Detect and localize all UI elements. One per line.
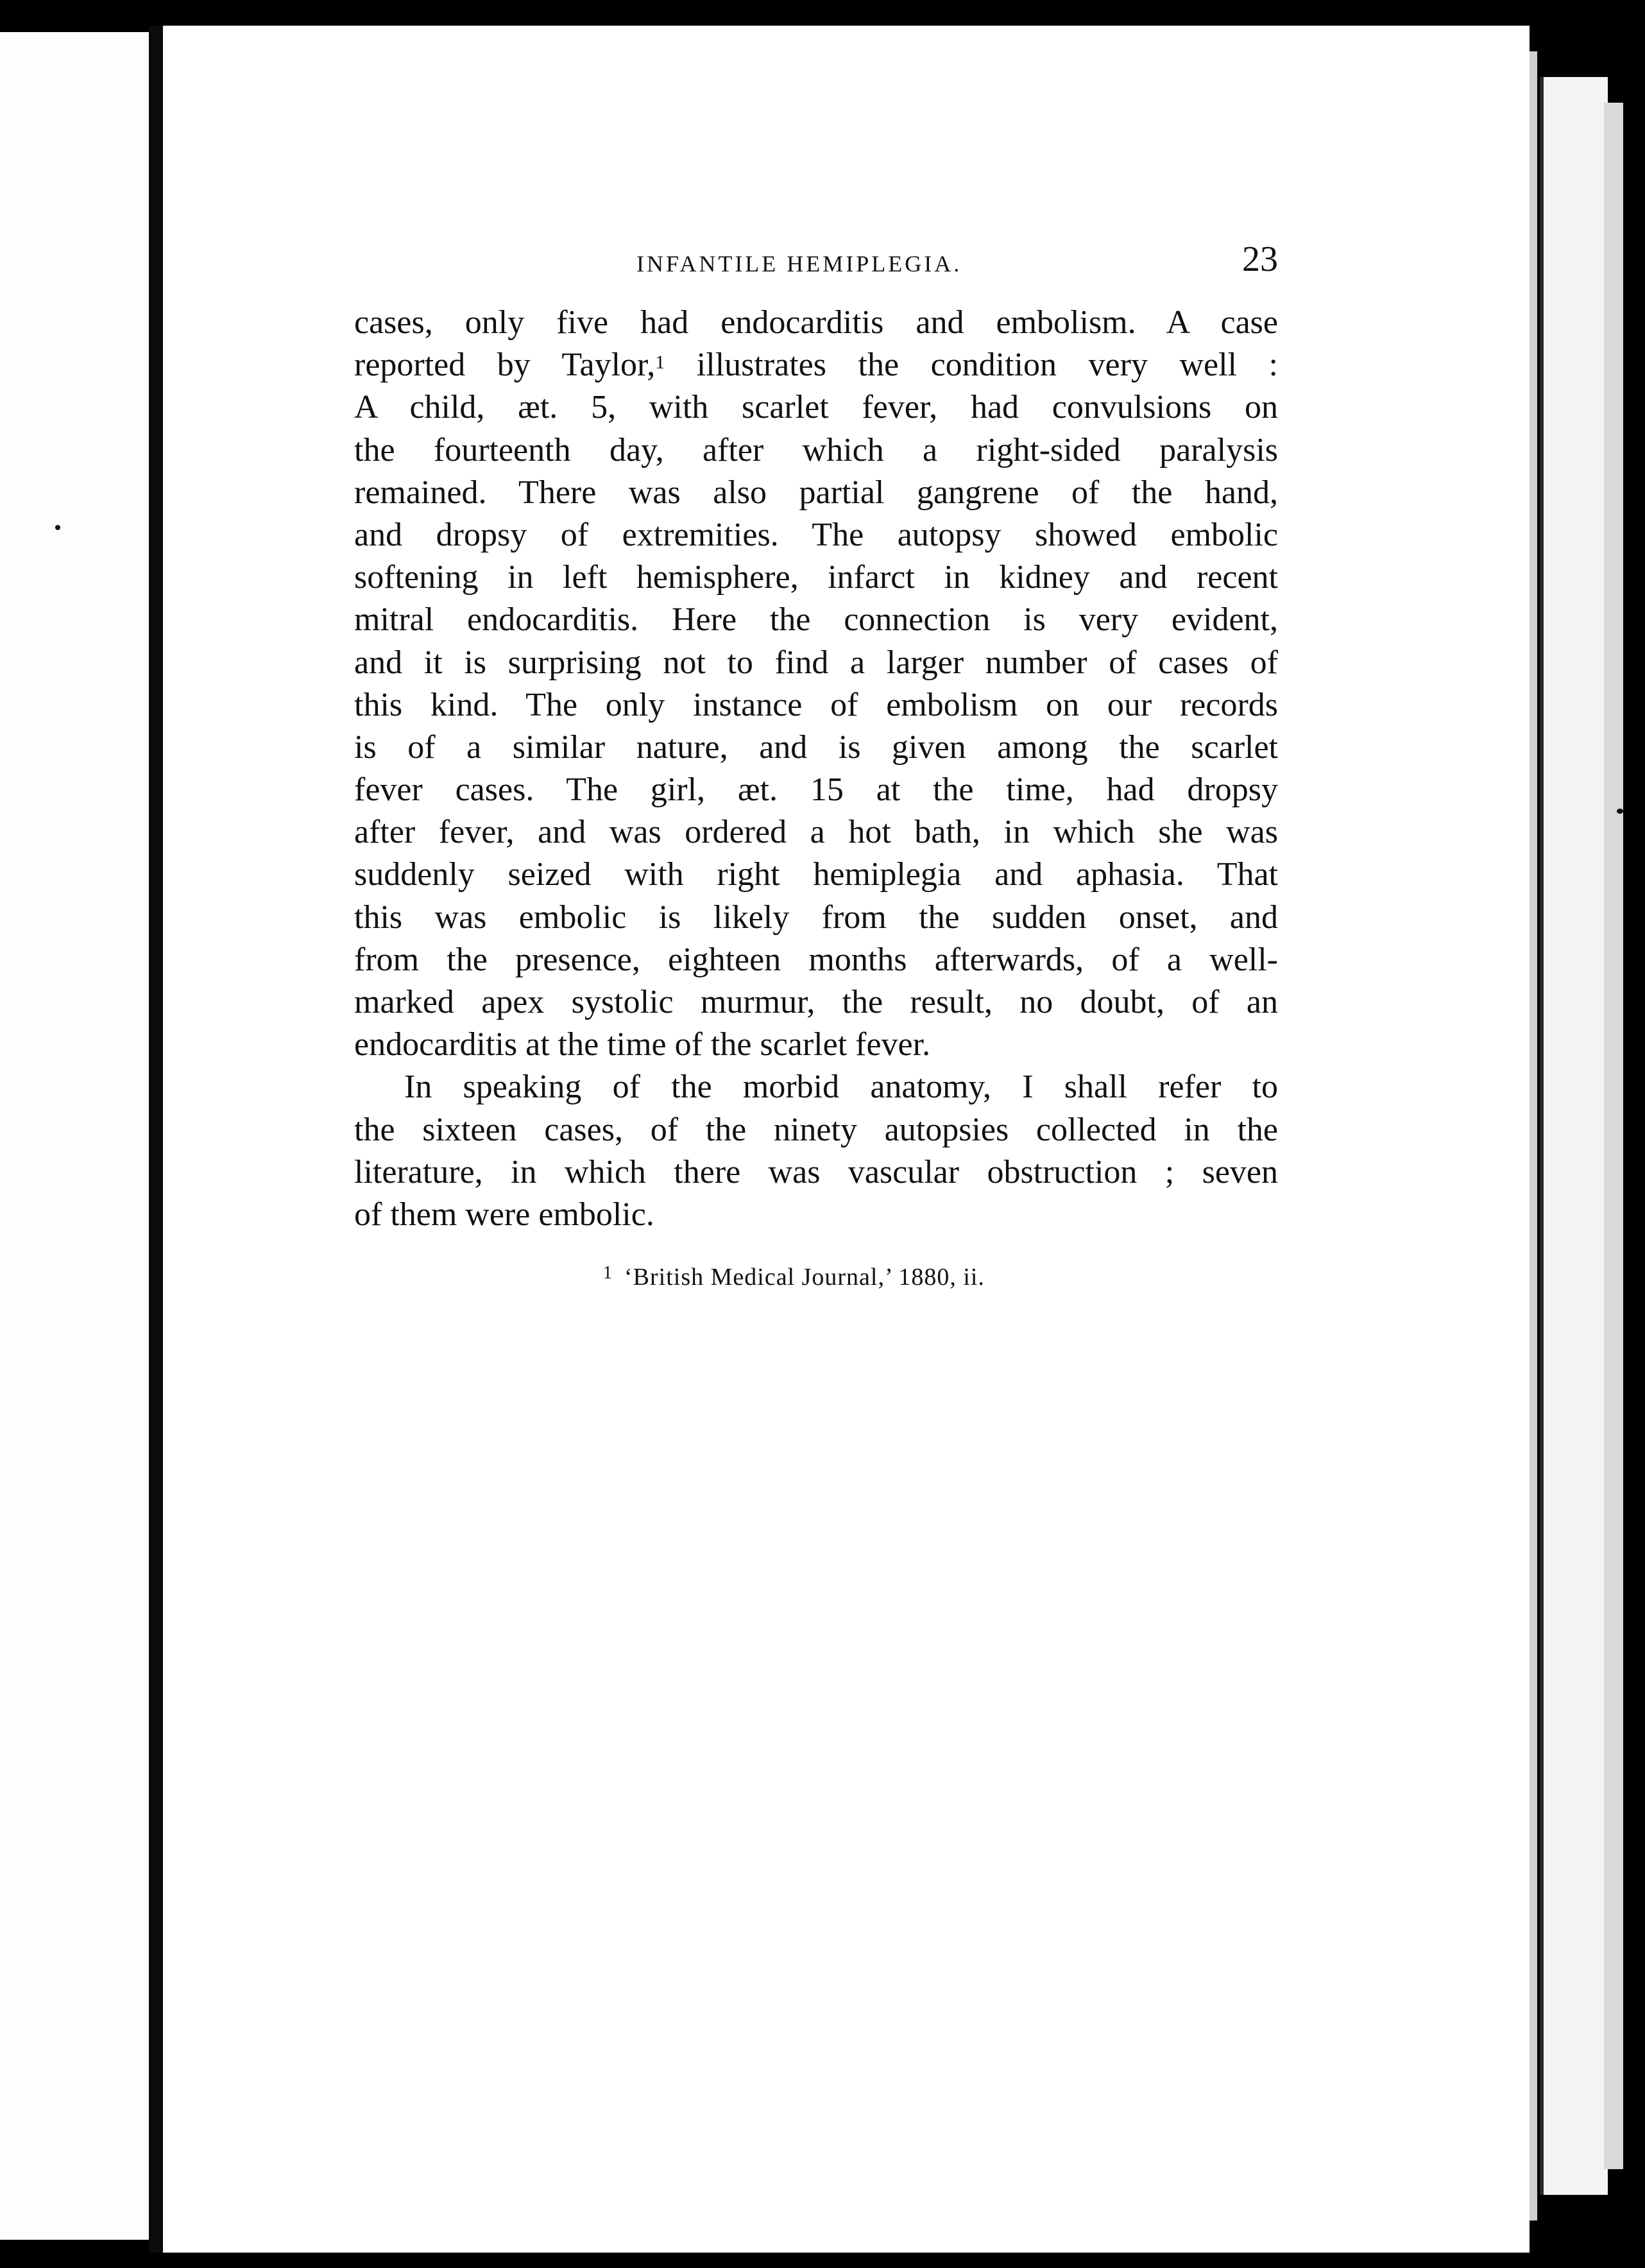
facing-page-edge: [0, 32, 149, 2240]
text-line: suddenly seized with right hemiplegia and aphasia. That: [354, 856, 1278, 893]
footnote-reference: 1: [655, 352, 665, 374]
text-line: and dropsy of extremities. The autopsy showed embolic: [354, 516, 1278, 553]
text-line: endocarditis at the time of the scarlet fever.: [354, 1026, 931, 1063]
text-line: from the presence, eighteen months afterwards, of a well-: [354, 941, 1278, 978]
text-line: [354, 344, 1278, 386]
page-number: 23: [1242, 239, 1278, 279]
footnote-mark: 1: [603, 1263, 613, 1283]
text-line: remained. There was also partial gangrene of the hand,: [354, 474, 1278, 511]
text-line: A child, æt. 5, with scarlet fever, had convulsions on: [354, 389, 1278, 426]
footnote: [603, 1263, 985, 1291]
text-line: this was embolic is likely from the sudden onset, and: [354, 898, 1278, 936]
text-line: literature, in which there was vascular obstruction ; seven: [354, 1153, 1278, 1190]
text-line: the sixteen cases, of the ninety autopsies collected in the: [354, 1111, 1278, 1148]
scan-speck: [1617, 809, 1623, 814]
page-edge-shadow: [1530, 51, 1537, 2221]
footnote-text: ‘British Medical Journal,’ 1880, ii.: [624, 1264, 985, 1291]
text-line: after fever, and was ordered a hot bath, in which she was: [354, 814, 1278, 851]
body-text: [354, 302, 1278, 1236]
text-line-part: reported by Taylor,: [354, 347, 656, 384]
text-line: the fourteenth day, after which a right-sided paralysis: [354, 431, 1278, 468]
text-line: fever cases. The girl, æt. 15 at the time, had dropsy: [354, 771, 1278, 809]
page-stack-edge-outer: [1604, 103, 1623, 2169]
text-line: softening in left hemisphere, infarct in kidney and recent: [354, 559, 1278, 596]
text-line: marked apex systolic murmur, the result, no doubt, of an: [354, 984, 1278, 1020]
text-line: this kind. The only instance of embolism on our records: [354, 686, 1278, 723]
text-line: cases, only five had endocarditis and embolism. A case: [354, 304, 1278, 341]
page-stack-edge: [1540, 77, 1608, 2195]
text-line-part: illustrates the condition very well :: [665, 347, 1278, 384]
book-gutter: [149, 26, 163, 2253]
scan-speck: [55, 525, 60, 530]
text-line: mitral endocarditis. Here the connection is very evident,: [354, 601, 1278, 639]
page-header: [354, 239, 1278, 284]
running-head: INFANTILE HEMIPLEGIA.: [636, 251, 962, 277]
text-line: of them were embolic.: [354, 1196, 654, 1233]
text-line: is of a similar nature, and is given among the scarlet: [354, 728, 1278, 766]
text-line: and it is surprising not to find a larger number of cases of: [354, 644, 1278, 681]
text-line: In speaking of the morbid anatomy, I shall refer to: [404, 1069, 1278, 1106]
